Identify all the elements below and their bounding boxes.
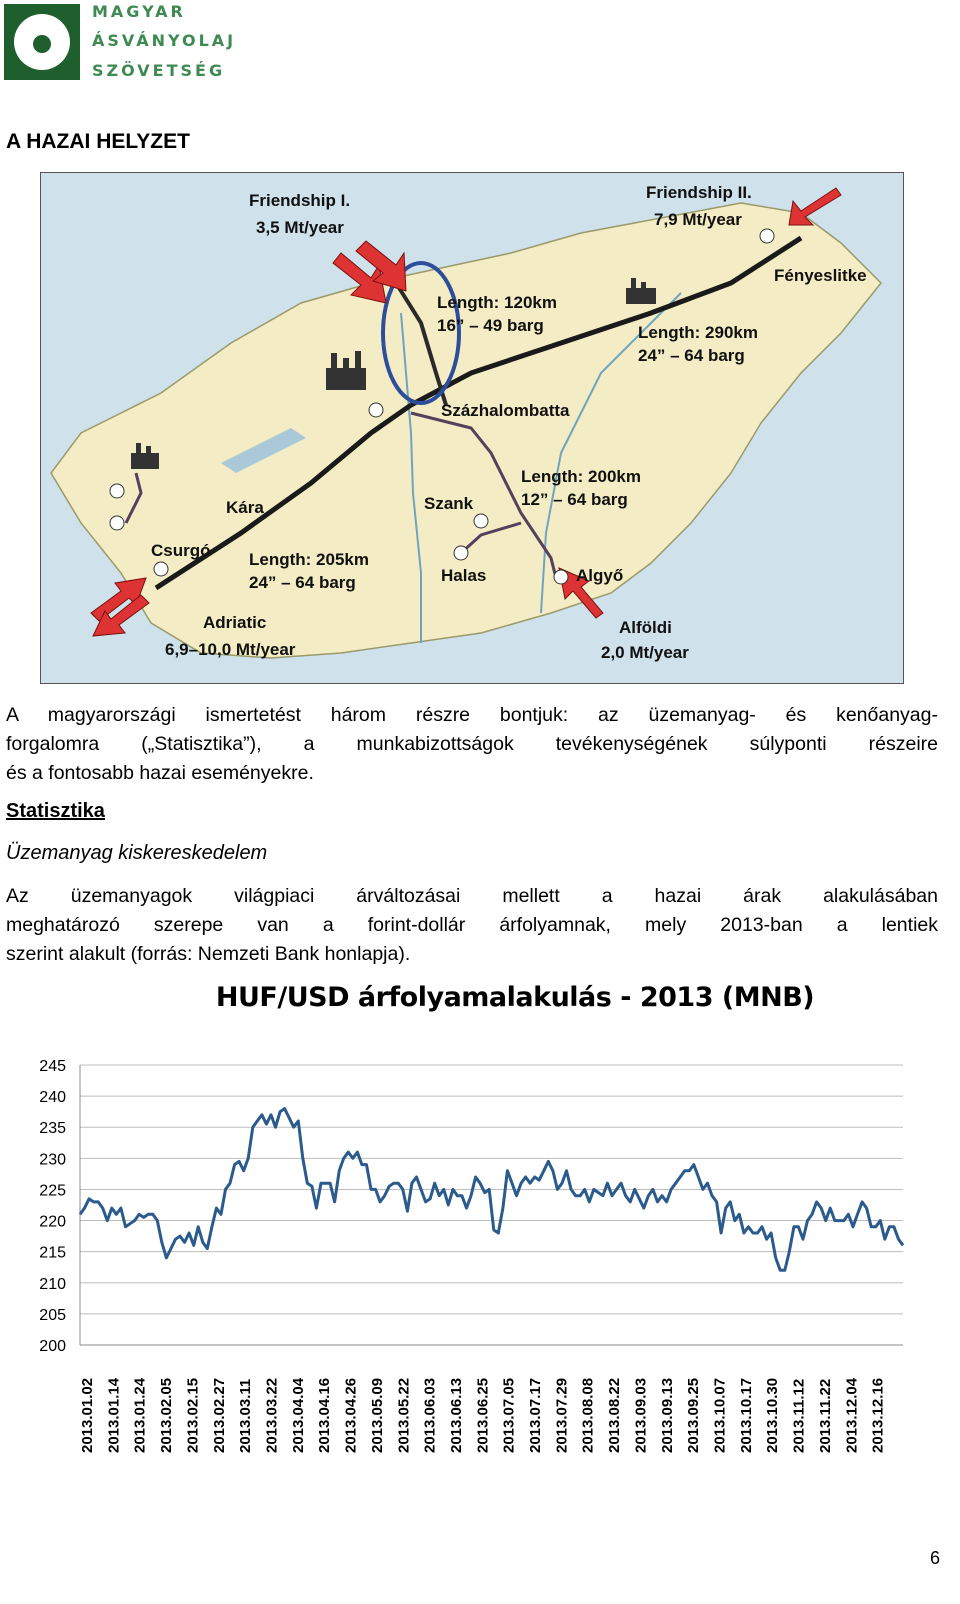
site-marker-halas — [454, 546, 468, 560]
chart-x-tick-label: 2013.05.09 — [368, 1377, 386, 1453]
logo-circle-icon — [4, 4, 80, 80]
site-marker-kara1 — [110, 484, 124, 498]
chart-x-tick-label: 2013.02.05 — [158, 1377, 176, 1453]
chart-x-tick-labels — [79, 1377, 887, 1453]
site-marker-fenyeslitke — [760, 229, 774, 243]
map-label-alfoldi: Alföldi — [619, 618, 672, 637]
chart-y-tick-label: 215 — [39, 1244, 66, 1262]
map-label-friendship2-cap: 7,9 Mt/year — [654, 210, 742, 229]
chart-x-tick-label: 2013.01.24 — [131, 1377, 149, 1453]
chart-y-tick-label: 245 — [39, 1058, 66, 1075]
map-label-length205: Length: 205km — [249, 550, 369, 569]
chart-y-tick-label: 240 — [39, 1089, 66, 1107]
chart-x-tick-label: 2013.10.17 — [737, 1377, 755, 1453]
chart-x-tick-label: 2013.06.03 — [421, 1377, 439, 1453]
map-label-alfoldi-cap: 2,0 Mt/year — [601, 643, 689, 662]
chart-x-tick-label: 2013.03.11 — [237, 1378, 255, 1453]
statisztika-heading: Statisztika — [6, 800, 105, 822]
chart-y-tick-label: 210 — [39, 1275, 66, 1293]
map-label-fenyeslitke: Fényeslitke — [774, 266, 867, 285]
chart-x-tick-label: 2013.08.08 — [579, 1377, 597, 1453]
chart-x-tick-label: 2013.02.15 — [184, 1377, 202, 1453]
chart-x-tick-label: 2013.09.03 — [632, 1377, 650, 1453]
logo-text-line3: SZÖVETSÉG — [92, 61, 226, 80]
map-label-friendship1-cap: 3,5 Mt/year — [256, 218, 344, 237]
exchange-rate-paragraph — [6, 882, 938, 969]
map-label-length200: Length: 200km — [521, 467, 641, 486]
intro-line1: A magyarországi ismertetést három részre bontjuk: az üzemanyag- és kenőanyag- — [6, 704, 938, 726]
chart-x-tick-label: 2013.10.30 — [764, 1377, 782, 1453]
chart-x-tick-label: 2013.02.27 — [210, 1377, 228, 1453]
chart-x-tick-label: 2013.07.17 — [527, 1377, 545, 1453]
exchange-rate-chart — [0, 1040, 960, 1460]
map-label-friendship1: Friendship I. — [249, 191, 351, 210]
section-title: A HAZAI HELYZET — [6, 130, 190, 153]
page-number: 6 — [929, 1548, 940, 1568]
exchange-line3: szerint alakult (forrás: Nemzeti Bank honlapja). — [6, 943, 411, 965]
chart-x-tick-label: 2013.05.22 — [395, 1377, 413, 1453]
chart-y-tick-label: 235 — [39, 1120, 66, 1138]
chart-title: HUF/USD árfolyamalakulás - 2013 (MNB) — [215, 982, 815, 1013]
chart-x-tick-label: 2013.01.14 — [105, 1377, 123, 1453]
chart-x-tick-label: 2013.04.26 — [342, 1377, 360, 1453]
site-marker-szazhalombatta — [369, 403, 383, 417]
arrow-friendship2 — [789, 188, 841, 225]
chart-y-tick-label: 205 — [39, 1306, 66, 1324]
chart-x-tick-label: 2013.07.05 — [500, 1377, 518, 1453]
map-label-length290: Length: 290km — [638, 323, 758, 342]
chart-x-tick-label: 2013.11.12 — [790, 1378, 808, 1453]
chart-x-tick-label: 2013.09.13 — [658, 1377, 676, 1453]
map-label-kara: Kára — [226, 498, 264, 517]
chart-x-tick-label: 2013.04.04 — [289, 1377, 307, 1453]
map-label-csurgo: Csurgó — [151, 541, 211, 560]
chart-x-tick-label: 2013.01.02 — [79, 1377, 96, 1453]
chart-x-tick-label: 2013.06.13 — [447, 1377, 465, 1453]
site-marker-csurgo — [154, 562, 168, 576]
intro-paragraph — [6, 701, 938, 788]
chart-x-tick-label: 2013.03.22 — [263, 1377, 281, 1453]
chart-x-tick-label: 2013.11.22 — [816, 1378, 834, 1453]
site-marker-szank — [474, 514, 488, 528]
chart-y-tick-label: 230 — [39, 1151, 66, 1169]
map-label-bar205: 24” – 64 barg — [249, 573, 356, 592]
pipeline-map — [40, 172, 904, 684]
exchange-line2: meghatározó szerepe van a forint-dollár árfolyamnak, mely 2013-ban a lentiek — [6, 914, 938, 936]
map-label-bar120: 16” – 49 barg — [437, 316, 544, 335]
map-label-algyo: Algyő — [576, 566, 624, 585]
chart-y-tick-labels — [39, 1058, 66, 1355]
site-marker-algyo — [554, 570, 568, 584]
uzemanyag-subheading: Üzemanyag kiskereskedelem — [6, 842, 268, 864]
map-label-adriatic: Adriatic — [203, 613, 267, 632]
chart-x-tick-label: 2013.04.16 — [316, 1377, 334, 1453]
chart-x-tick-label: 2013.06.25 — [474, 1377, 492, 1453]
site-marker-kara2 — [110, 516, 124, 530]
chart-y-tick-label: 225 — [39, 1182, 66, 1200]
map-label-bar290: 24” – 64 barg — [638, 346, 745, 365]
chart-x-tick-label: 2013.10.07 — [711, 1377, 729, 1453]
intro-line2: forgalomra („Statisztika”), a munkabizottságok tevékenységének súlyponti részeire — [6, 733, 938, 755]
hungary-land-shape — [51, 203, 881, 658]
map-label-szank: Szank — [424, 494, 474, 513]
pipeline-map-graphic — [41, 173, 903, 683]
chart-x-tick-label: 2013.12.04 — [843, 1377, 861, 1453]
chart-x-tick-label: 2013.08.22 — [606, 1377, 624, 1453]
map-label-bar200: 12” – 64 barg — [521, 490, 628, 509]
logo-mark — [4, 4, 80, 80]
chart-y-tick-label: 220 — [39, 1213, 66, 1231]
logo-text-line2: ÁSVÁNYOLAJ — [92, 31, 237, 50]
map-label-friendship2: Friendship II. — [646, 183, 752, 202]
chart-x-tick-label: 2013.09.25 — [685, 1377, 703, 1453]
map-label-szazhalombatta: Százhalombatta — [441, 401, 570, 420]
logo-text-line1: MAGYAR — [92, 2, 186, 21]
intro-line3: és a fontosabb hazai eseményekre. — [6, 762, 314, 784]
map-label-adriatic-cap: 6,9–10,0 Mt/year — [165, 640, 296, 659]
exchange-line1: Az üzemanyagok világpiaci árváltozásai mellett a hazai árak alakulásában — [6, 885, 938, 907]
map-label-length120: Length: 120km — [437, 293, 557, 312]
map-label-halas: Halas — [441, 566, 487, 585]
chart-y-tick-label: 200 — [39, 1338, 66, 1355]
chart-x-tick-label: 2013.07.29 — [553, 1377, 571, 1453]
chart-x-tick-label: 2013.12.16 — [869, 1377, 887, 1453]
